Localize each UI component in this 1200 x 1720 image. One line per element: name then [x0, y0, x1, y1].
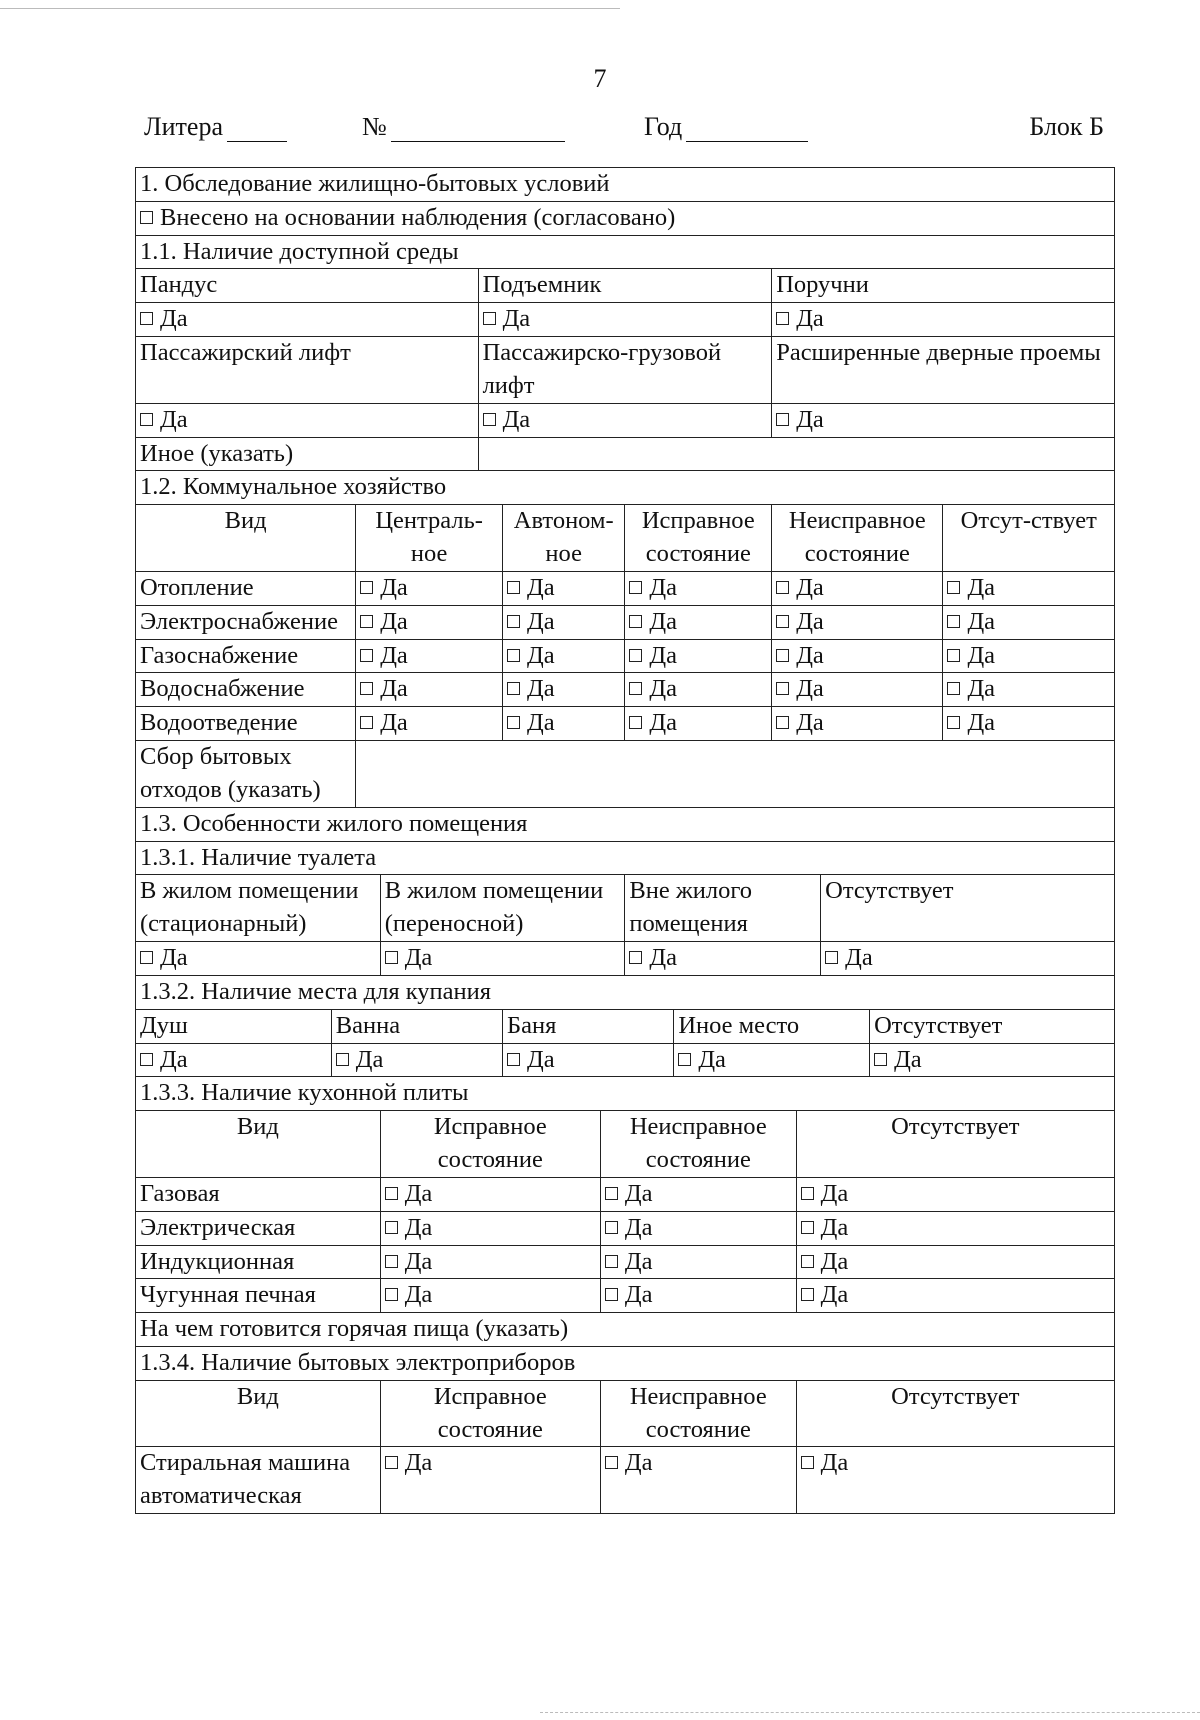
checkbox-icon[interactable]	[336, 1053, 349, 1066]
checkbox-icon[interactable]	[385, 951, 398, 964]
checkbox-icon[interactable]	[629, 682, 642, 695]
bath-absent-label: Отсутствует	[870, 1009, 1115, 1043]
handrails-checkbox[interactable]: Да	[772, 303, 1115, 337]
checkbox-icon[interactable]	[629, 951, 642, 964]
checkbox-icon[interactable]	[360, 716, 373, 729]
checkbox-icon[interactable]	[140, 413, 153, 426]
checkbox-icon[interactable]	[360, 581, 373, 594]
checkbox-icon[interactable]	[776, 682, 789, 695]
utilities-col-central: Централь-ное	[356, 505, 503, 572]
passenger-lift-label: Пассажирский лифт	[136, 337, 479, 404]
stove-col-type: Вид	[136, 1111, 381, 1178]
checkbox-icon[interactable]	[140, 211, 153, 224]
number-label: №	[362, 112, 387, 141]
checkbox-icon[interactable]	[825, 951, 838, 964]
form-header	[144, 112, 1104, 148]
other-accessibility-input[interactable]	[478, 437, 1114, 471]
bathtub-label: Ванна	[331, 1009, 502, 1043]
observation-label: Внесено на основании наблюдения (согласовано)	[160, 203, 676, 231]
survey-form-table	[135, 167, 1115, 1514]
checkbox-icon[interactable]	[605, 1456, 618, 1469]
appliances-col-absent: Отсутствует	[796, 1380, 1114, 1447]
checkbox-icon[interactable]	[776, 615, 789, 628]
toilet-stationary-label: В жилом помещении (стационарный)	[136, 875, 381, 942]
utilities-col-type: Вид	[136, 505, 356, 572]
observation-row[interactable]	[136, 201, 1115, 235]
toilet-outside-label: Вне жилого помещения	[625, 875, 821, 942]
checkbox-icon[interactable]	[776, 581, 789, 594]
checkbox-icon[interactable]	[140, 951, 153, 964]
section-1-3-title: 1.3. Особенности жилого помещения	[136, 807, 1115, 841]
section-1-3-2-title: 1.3.2. Наличие места для купания	[136, 975, 1115, 1009]
stove-col-broken: Неисправное состояние	[600, 1111, 796, 1178]
toilet-stationary-checkbox[interactable]: Да	[136, 942, 381, 976]
checkbox-icon[interactable]	[385, 1456, 398, 1469]
passenger-lift-checkbox[interactable]: Да	[136, 403, 479, 437]
banya-label: Баня	[503, 1009, 674, 1043]
stove-row-gas: Газовая Да Да Да	[136, 1177, 1115, 1211]
litera-label: Литера	[144, 112, 223, 141]
checkbox-icon[interactable]	[947, 649, 960, 662]
other-accessibility-label: Иное (указать)	[136, 437, 479, 471]
checkbox-icon[interactable]	[776, 716, 789, 729]
litera-blank[interactable]	[227, 113, 287, 142]
checkbox-icon[interactable]	[629, 716, 642, 729]
checkbox-icon[interactable]	[385, 1255, 398, 1268]
checkbox-icon[interactable]	[801, 1221, 814, 1234]
other-bath-label: Иное место	[674, 1009, 870, 1043]
appliances-row-washing-machine: Стиральная машина автоматическая Да Да Да	[136, 1447, 1115, 1514]
appliances-col-type: Вид	[136, 1380, 381, 1447]
checkbox-icon[interactable]	[629, 649, 642, 662]
shower-label: Душ	[136, 1009, 332, 1043]
checkbox-icon[interactable]	[507, 615, 520, 628]
utilities-col-broken: Неисправное состояние	[772, 505, 943, 572]
utilities-row-sewage: Водоотведение Да Да Да Да Да	[136, 707, 1115, 741]
checkbox-icon[interactable]	[507, 581, 520, 594]
checkbox-icon[interactable]	[385, 1221, 398, 1234]
checkbox-icon[interactable]	[507, 682, 520, 695]
checkbox-icon[interactable]	[385, 1288, 398, 1301]
waste-input[interactable]	[356, 741, 1115, 808]
appliances-col-broken: Неисправное состояние	[600, 1380, 796, 1447]
lift-platform-label: Подъемник	[478, 269, 772, 303]
section-1-3-3-title: 1.3.3. Наличие кухонной плиты	[136, 1077, 1115, 1111]
checkbox-icon[interactable]	[140, 1053, 153, 1066]
checkbox-icon[interactable]	[507, 649, 520, 662]
toilet-outside-checkbox[interactable]: Да	[625, 942, 821, 976]
stove-col-ok: Исправное состояние	[380, 1111, 600, 1178]
checkbox-icon[interactable]	[801, 1255, 814, 1268]
checkbox-icon[interactable]	[801, 1288, 814, 1301]
checkbox-icon[interactable]	[605, 1255, 618, 1268]
ramp-label: Пандус	[136, 269, 479, 303]
ramp-checkbox[interactable]: Да	[136, 303, 479, 337]
stove-col-absent: Отсутствует	[796, 1111, 1114, 1178]
checkbox-icon[interactable]	[605, 1187, 618, 1200]
shower-checkbox[interactable]: Да	[136, 1043, 332, 1077]
utilities-row-gas: Газоснабжение Да Да Да Да Да	[136, 639, 1115, 673]
checkbox-icon[interactable]	[629, 581, 642, 594]
section-1-title: 1. Обследование жилищно-бытовых условий	[136, 168, 1115, 202]
checkbox-icon[interactable]	[776, 413, 789, 426]
other-bath-checkbox[interactable]: Да	[674, 1043, 870, 1077]
year-blank[interactable]	[686, 113, 808, 142]
cargo-lift-checkbox[interactable]: Да	[478, 403, 772, 437]
scan-edge-line	[540, 1712, 1200, 1713]
checkbox-icon[interactable]	[801, 1456, 814, 1469]
number-field	[362, 112, 565, 142]
section-1-2-title: 1.2. Коммунальное хозяйство	[136, 471, 1115, 505]
checkbox-icon[interactable]	[507, 1053, 520, 1066]
utilities-row-water: Водоснабжение Да Да Да Да Да	[136, 673, 1115, 707]
banya-checkbox[interactable]: Да	[503, 1043, 674, 1077]
toilet-absent-label: Отсутствует	[821, 875, 1115, 942]
checkbox-icon[interactable]	[678, 1053, 691, 1066]
checkbox-icon[interactable]	[385, 1187, 398, 1200]
year-label: Год	[644, 112, 683, 141]
stove-row-cast-iron: Чугунная печная Да Да Да	[136, 1279, 1115, 1313]
scan-edge-line	[0, 8, 620, 9]
bathtub-checkbox[interactable]: Да	[331, 1043, 502, 1077]
checkbox-icon[interactable]	[947, 716, 960, 729]
utilities-col-autonomous: Автоном-ное	[503, 505, 625, 572]
wide-doors-label: Расширенные дверные проемы	[772, 337, 1115, 404]
toilet-portable-checkbox[interactable]: Да	[380, 942, 625, 976]
checkbox-icon[interactable]	[360, 682, 373, 695]
utilities-col-absent: Отсут-ствует	[943, 505, 1115, 572]
checkbox-icon[interactable]	[605, 1288, 618, 1301]
waste-label: Сбор бытовых отходов (указать)	[136, 741, 356, 808]
block-label: Блок Б	[1029, 112, 1104, 141]
cargo-lift-label: Пассажирско-грузовой лифт	[478, 337, 772, 404]
lift-platform-checkbox[interactable]: Да	[478, 303, 772, 337]
checkbox-icon[interactable]	[947, 615, 960, 628]
checkbox-icon[interactable]	[947, 581, 960, 594]
utilities-row-heating: Отопление Да Да Да Да Да	[136, 571, 1115, 605]
year-field	[644, 112, 808, 142]
toilet-absent-checkbox[interactable]: Да	[821, 942, 1115, 976]
bath-absent-checkbox[interactable]: Да	[870, 1043, 1115, 1077]
stove-row-induction: Индукционная Да Да Да	[136, 1245, 1115, 1279]
checkbox-icon[interactable]	[629, 615, 642, 628]
checkbox-icon[interactable]	[947, 682, 960, 695]
handrails-label: Поручни	[772, 269, 1115, 303]
checkbox-icon[interactable]	[605, 1221, 618, 1234]
toilet-portable-label: В жилом помещении (переносной)	[380, 875, 625, 942]
hot-food-label: На чем готовится горячая пища (указать)	[136, 1313, 1115, 1347]
checkbox-icon[interactable]	[360, 649, 373, 662]
checkbox-icon[interactable]	[874, 1053, 887, 1066]
stove-row-electric: Электрическая Да Да Да	[136, 1211, 1115, 1245]
utilities-row-electricity: Электроснабжение Да Да Да Да Да	[136, 605, 1115, 639]
checkbox-icon[interactable]	[776, 649, 789, 662]
section-1-1-title: 1.1. Наличие доступной среды	[136, 235, 1115, 269]
utilities-col-ok: Исправное состояние	[625, 505, 772, 572]
checkbox-icon[interactable]	[140, 312, 153, 325]
checkbox-icon[interactable]	[483, 413, 496, 426]
checkbox-icon[interactable]	[801, 1187, 814, 1200]
checkbox-icon[interactable]	[483, 312, 496, 325]
checkbox-icon[interactable]	[776, 312, 789, 325]
section-1-3-4-title: 1.3.4. Наличие бытовых электроприборов	[136, 1346, 1115, 1380]
wide-doors-checkbox[interactable]: Да	[772, 403, 1115, 437]
appliances-col-ok: Исправное состояние	[380, 1380, 600, 1447]
litera-field	[144, 112, 287, 142]
section-1-3-1-title: 1.3.1. Наличие туалета	[136, 841, 1115, 875]
number-blank[interactable]	[391, 113, 565, 142]
checkbox-icon[interactable]	[507, 716, 520, 729]
page-number: 7	[593, 64, 607, 93]
checkbox-icon[interactable]	[360, 615, 373, 628]
